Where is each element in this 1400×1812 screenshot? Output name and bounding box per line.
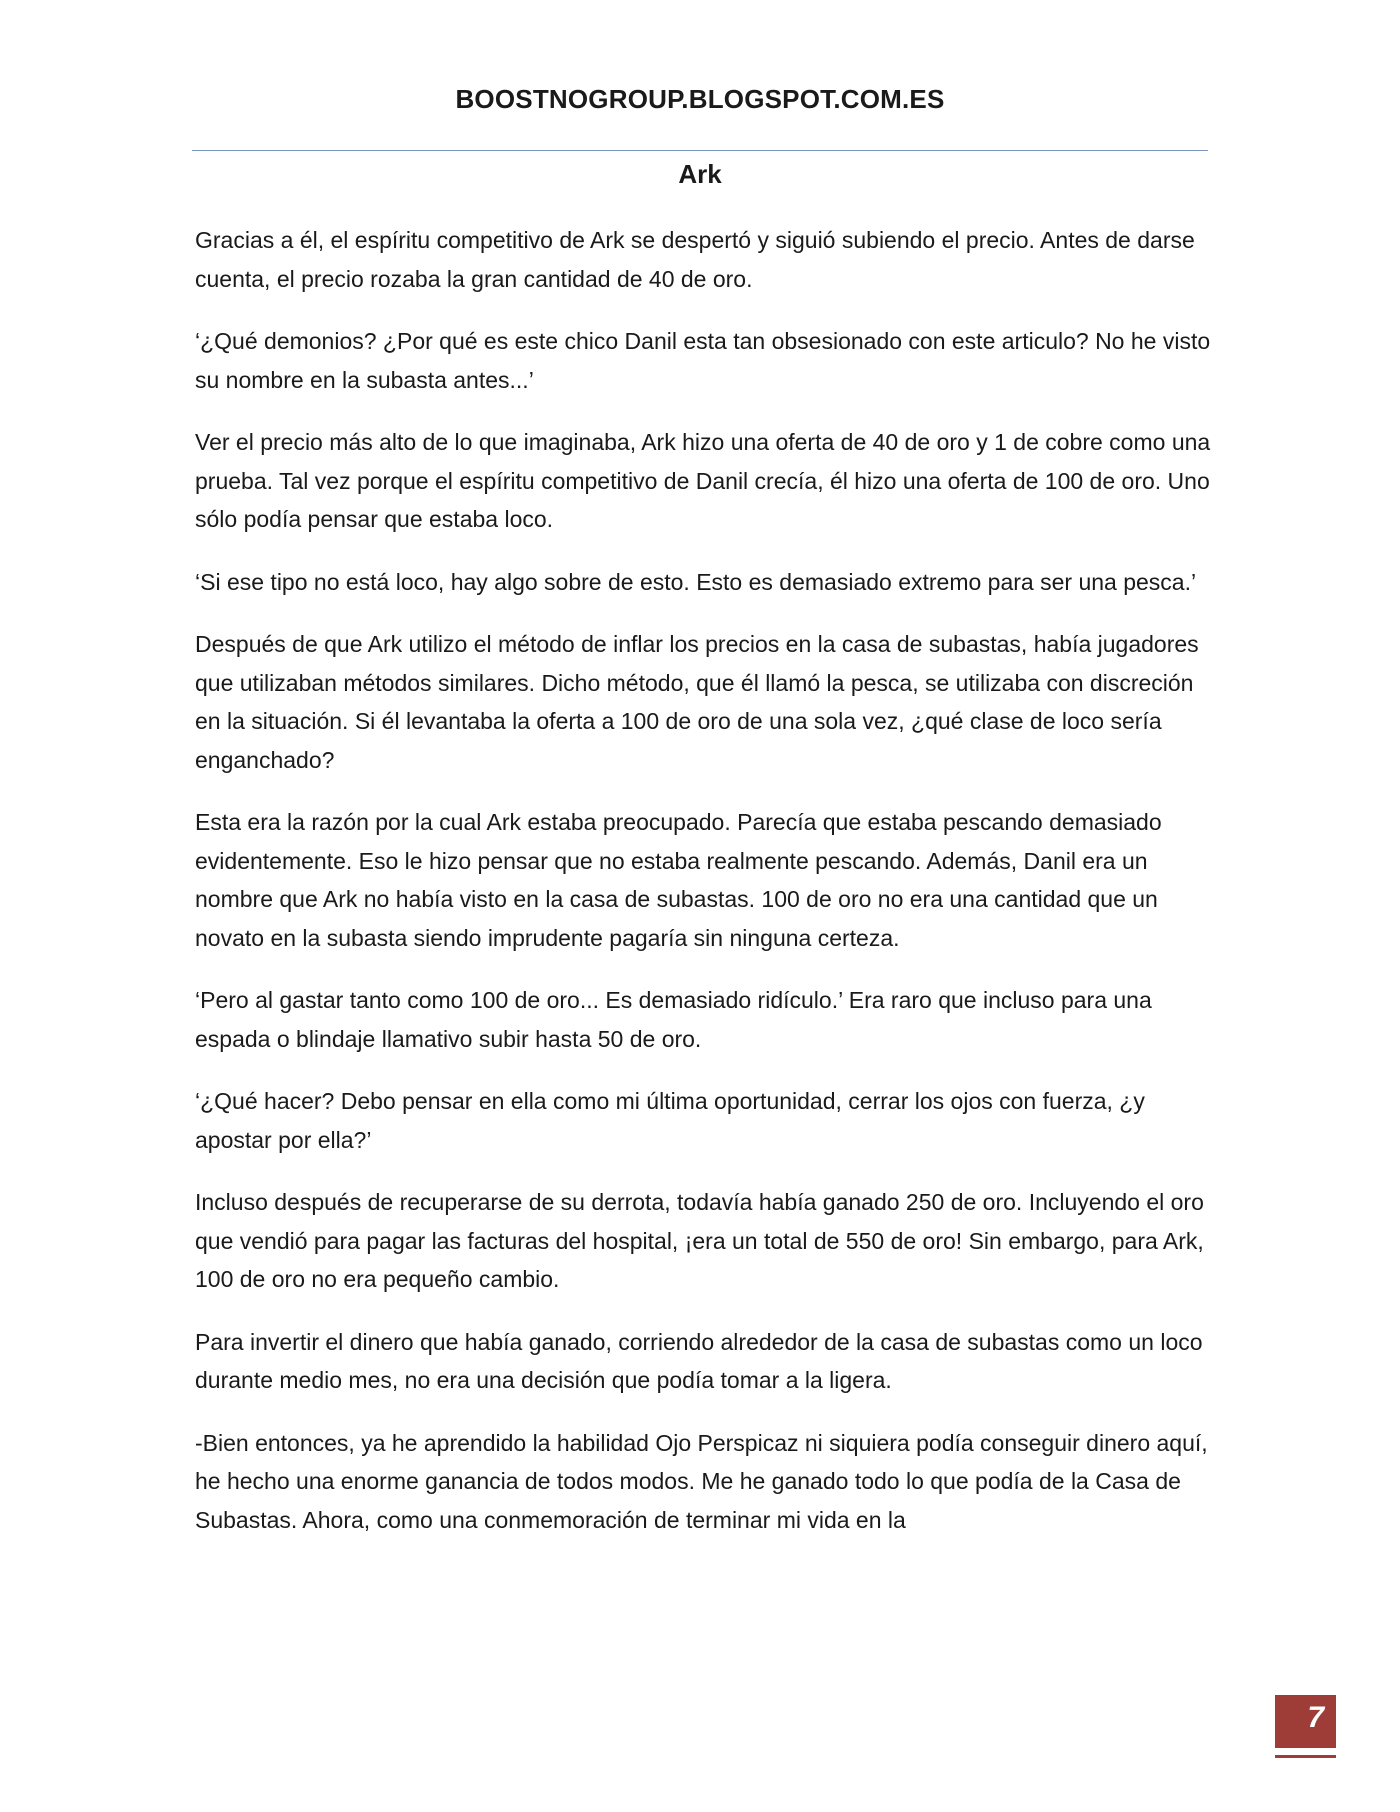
document-body: [195, 221, 1211, 1563]
paragraph: Después de que Ark utilizo el método de inflar los precios en la casa de subastas, había jugadores que utilizaban métodos similares. Dicho método, que él llamó la pesca, se utilizaba con discreción en la situación. Si él levantaba la oferta a 100 de oro de una sola vez, ¿qué clase de loco sería enganchado?: [195, 631, 1199, 773]
paragraph: Incluso después de recuperarse de su derrota, todavía había ganado 250 de oro. Incluyendo el oro que vendió para pagar las facturas del hospital, ¡era un total de 550 de oro! Sin embargo, para Ark, 100 de oro no era pequeño cambio.: [195, 1189, 1204, 1292]
paragraph: -Bien entonces, ya he aprendido la habilidad Ojo Perspicaz ni siquiera podía conseguir dinero aquí, he hecho una enorme ganancia de todos modos. Me he ganado todo lo que podía de la Casa de Subastas. Ahora, como una conmemoración de terminar mi vida en la: [195, 1429, 1208, 1533]
chapter-title: Ark: [678, 159, 722, 189]
paragraph: ‘Pero al gastar tanto como 100 de oro... Es demasiado ridículo.’ Era raro que incluso para una espada o blindaje llamativo subir hasta 50 de oro.: [195, 987, 1152, 1052]
paragraph: ‘Si ese tipo no está loco, hay algo sobre de esto. Esto es demasiado extremo para ser una pesca.’: [195, 568, 1197, 595]
paragraph: Para invertir el dinero que había ganado, corriendo alrededor de la casa de subastas como un loco durante medio mes, no era una decisión que podía tomar a la ligera.: [195, 1328, 1203, 1393]
paragraph: Gracias a él, el espíritu competitivo de Ark se despertó y siguió subiendo el precio. Antes de darse cuenta, el precio rozaba la gran cantidad de 40 de oro.: [195, 227, 1195, 292]
paragraph: Esta era la razón por la cual Ark estaba preocupado. Parecía que estaba pescando demasiado evidentemente. Eso le hizo pensar que no estaba realmente pescando. Además, Danil era un nombre que Ark no había visto en la casa de subastas. 100 de oro no era una cantidad que un novato en la subasta siendo imprudente pagaría sin ninguna certeza.: [195, 809, 1162, 951]
page-number: 7: [1275, 1695, 1336, 1748]
paragraph: ‘¿Qué hacer? Debo pensar en ella como mi última oportunidad, cerrar los ojos con fuerza, ¿y apostar por ella?’: [195, 1088, 1145, 1153]
paragraph: Ver el precio más alto de lo que imaginaba, Ark hizo una oferta de 40 de oro y 1 de cobre como una prueba. Tal vez porque el espíritu competitivo de Danil crecía, él hizo una oferta de 100 de oro. Uno sólo podía pensar que estaba loco.: [195, 429, 1211, 532]
site-header: BOOSTNOGROUP.BLOGSPOT.COM.ES: [455, 84, 945, 114]
header-divider: [192, 150, 1208, 151]
paragraph: ‘¿Qué demonios? ¿Por qué es este chico Danil esta tan obsesionado con este articulo? No he visto su nombre en la subasta antes...’: [195, 328, 1211, 393]
page-number-underline: [1275, 1755, 1336, 1758]
